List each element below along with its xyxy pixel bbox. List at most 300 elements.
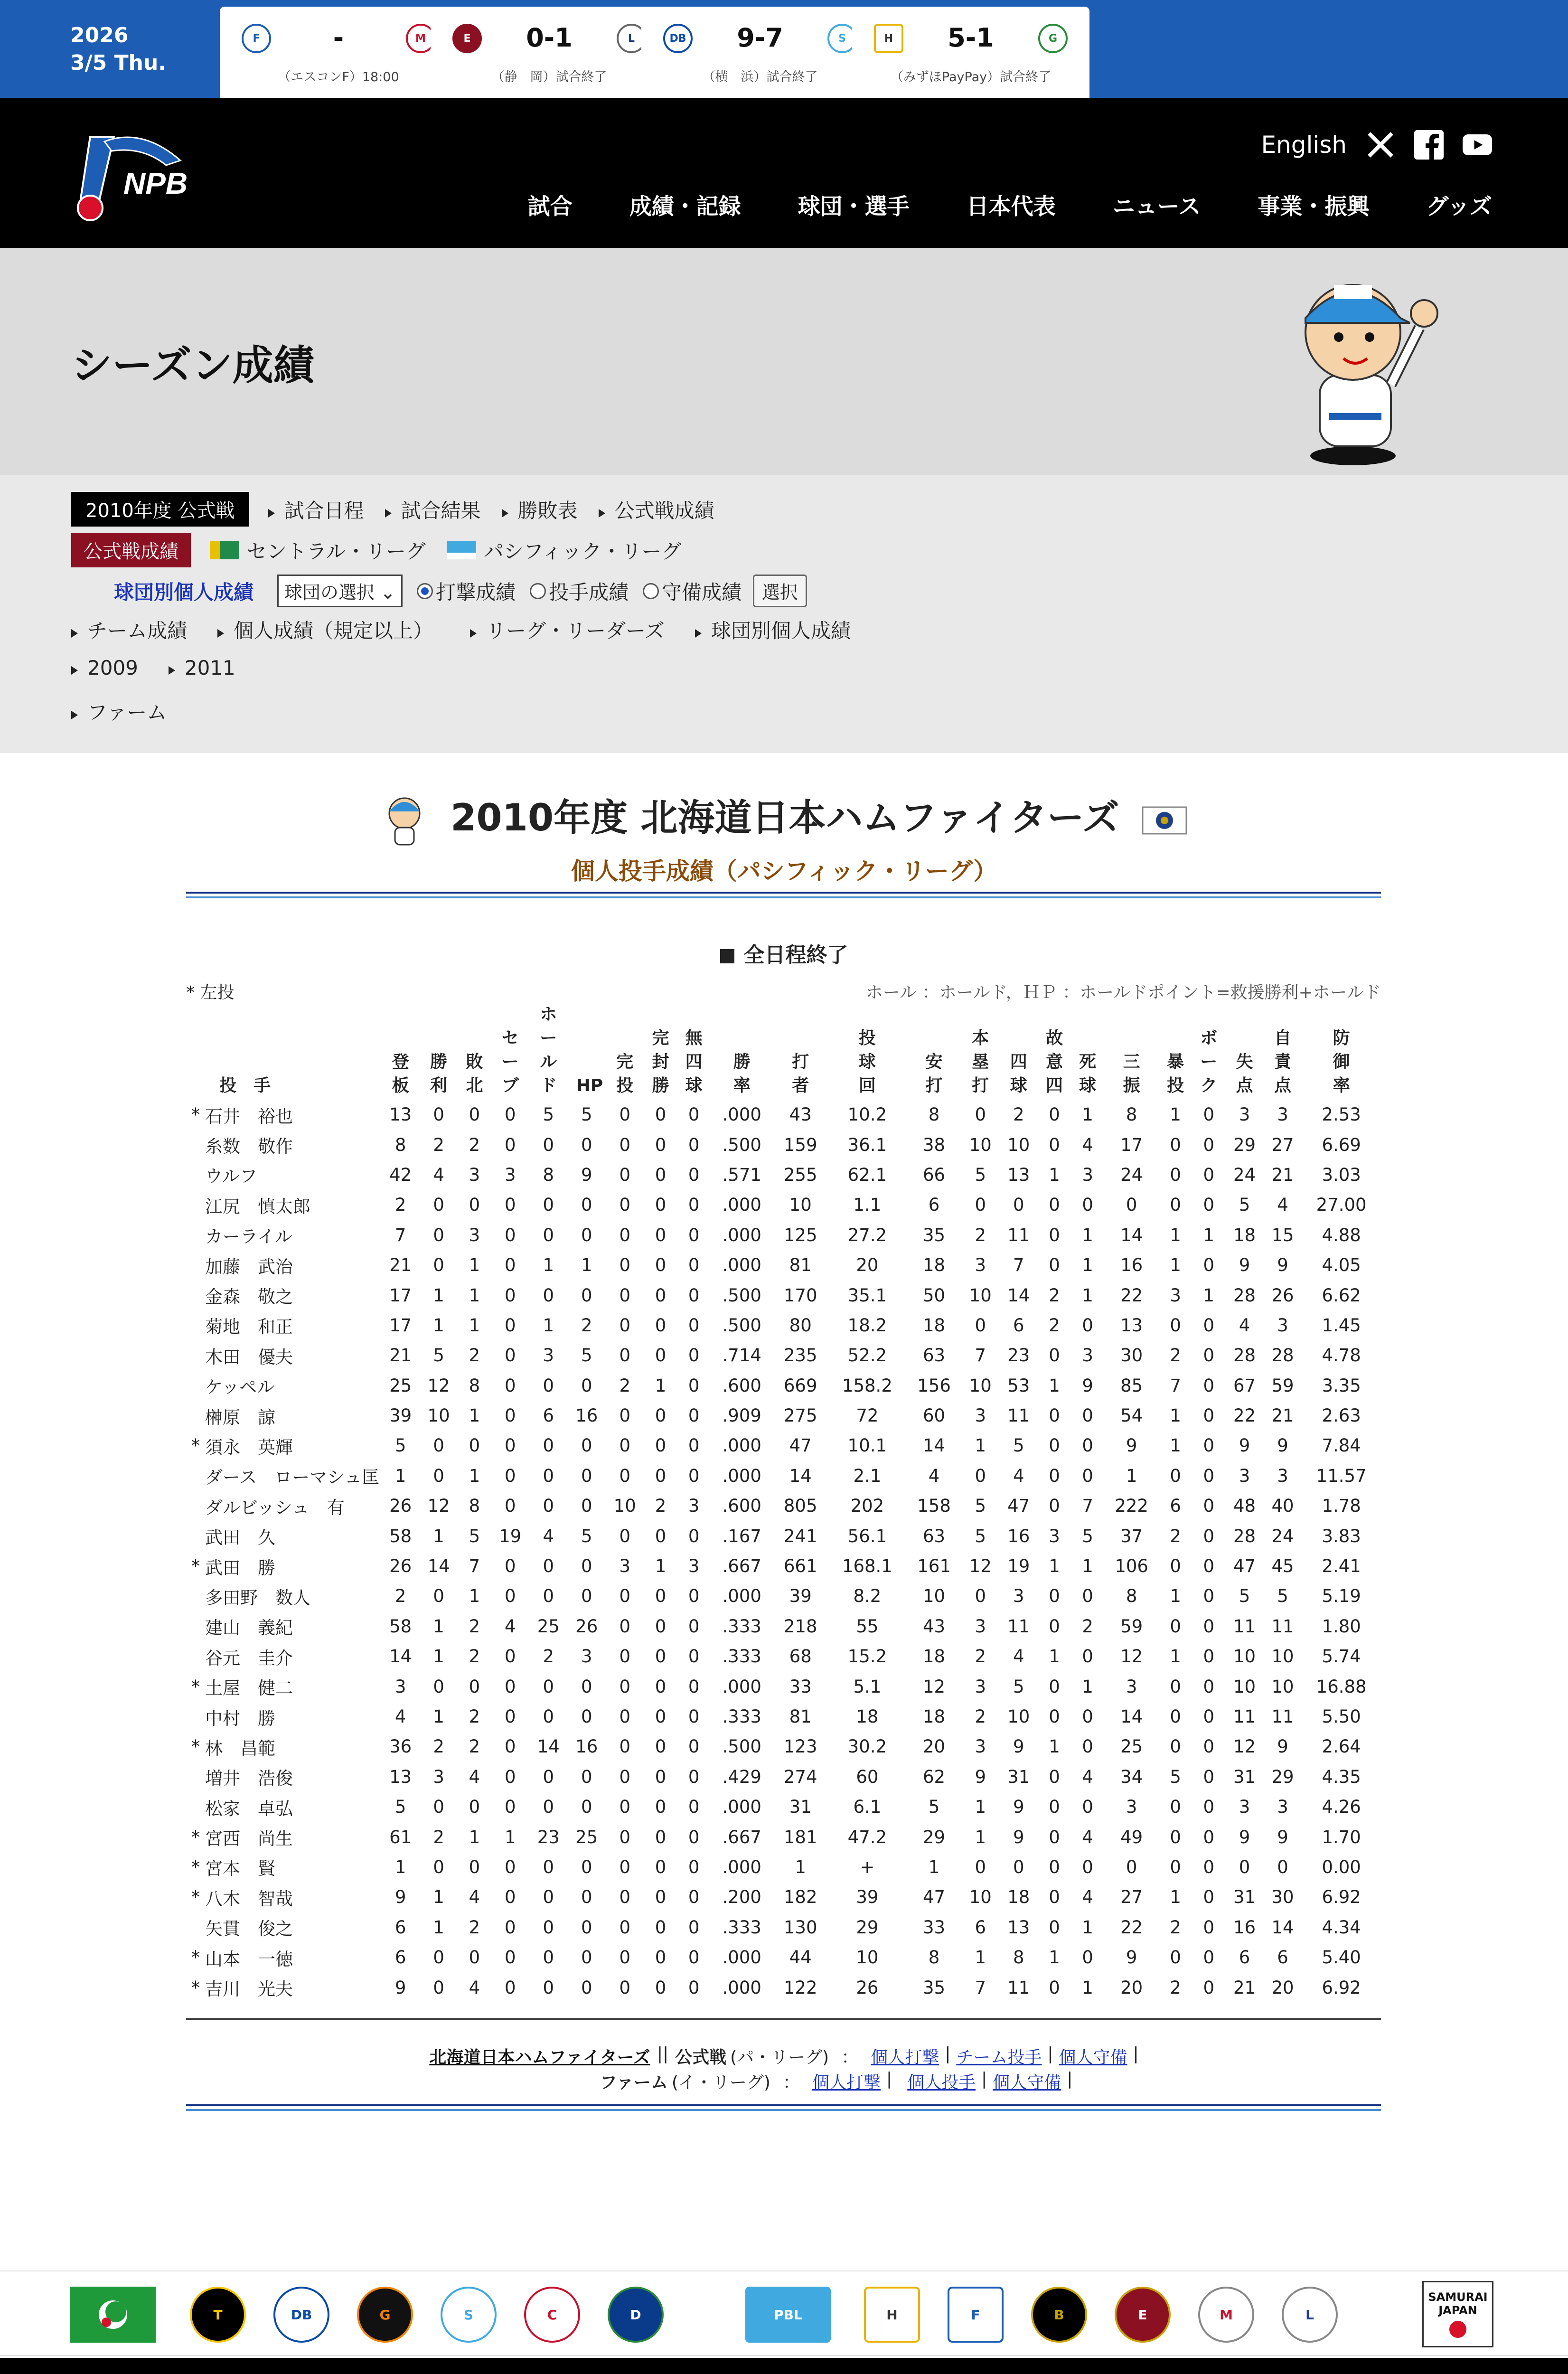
player-name[interactable]: 木田 優夫 bbox=[205, 1347, 293, 1367]
left-hand-mark: * bbox=[191, 1676, 200, 1697]
stat-cell: .333 bbox=[722, 1917, 761, 1938]
stat-cell: 0 bbox=[655, 1134, 667, 1155]
stat-cell: 0 bbox=[688, 1405, 700, 1426]
table-row bbox=[186, 1491, 1381, 1521]
stat-cell: 5 bbox=[394, 1797, 406, 1818]
stat-cell: 0 bbox=[688, 1616, 700, 1637]
stat-cell: 11 bbox=[1007, 1616, 1030, 1637]
stat-cell: 3.35 bbox=[1322, 1375, 1361, 1396]
separator: | bbox=[981, 2069, 987, 2089]
stat-cell: 1 bbox=[433, 1526, 444, 1546]
stat-cell: 0 bbox=[688, 1526, 700, 1546]
stat-cell: 29 bbox=[1233, 1134, 1256, 1155]
stat-cell: 0 bbox=[1082, 1947, 1093, 1968]
stat-cell: 4 bbox=[1239, 1315, 1250, 1336]
nav-games[interactable]: 試合 bbox=[527, 194, 573, 220]
stat-cell: 0 bbox=[1126, 1856, 1137, 1877]
stat-cell: 67 bbox=[1233, 1375, 1256, 1396]
table-row bbox=[186, 1340, 1381, 1370]
stat-cell: 805 bbox=[783, 1496, 817, 1517]
left-hand-mark bbox=[186, 1220, 205, 1250]
stat-cell: 0 bbox=[543, 1856, 554, 1877]
team-logo-icon[interactable]: T bbox=[190, 2287, 246, 2343]
youtube-icon[interactable] bbox=[1463, 130, 1492, 160]
stat-cell: 16 bbox=[575, 1405, 598, 1426]
player-name[interactable]: 矢貫 俊之 bbox=[205, 1919, 293, 1940]
legend-hold: ホール ：ホールド，ＨＰ ：ホールドポイント=救援勝利+ホールド bbox=[865, 983, 1381, 1002]
column-header bbox=[828, 1003, 907, 1100]
stat-cell: 0 bbox=[688, 1195, 700, 1215]
stat-cell: 2 bbox=[469, 1917, 480, 1938]
player-name[interactable]: ケッペル bbox=[205, 1377, 275, 1398]
stat-cell: 9 bbox=[394, 1977, 406, 1998]
stat-cell: .000 bbox=[722, 1856, 761, 1877]
select-button[interactable]: 選択 bbox=[753, 575, 807, 607]
team-logo-icon[interactable]: DB bbox=[273, 2287, 329, 2343]
arrow-icon bbox=[217, 629, 224, 638]
stat-cell: 1 bbox=[433, 1706, 444, 1727]
stat-cell: 0 bbox=[619, 1977, 630, 1998]
stat-cell: 72 bbox=[856, 1405, 879, 1426]
column-header-label: 四球 bbox=[1010, 1052, 1027, 1095]
stat-cell: 0 bbox=[1203, 1104, 1215, 1125]
stat-cell: 50 bbox=[923, 1285, 946, 1306]
player-name[interactable]: 土屋 健二 bbox=[205, 1678, 293, 1699]
link-pacific-league[interactable]: パシフィック・リーグ bbox=[483, 539, 682, 563]
stat-cell: 0 bbox=[543, 1706, 554, 1727]
stat-cell: 0 bbox=[504, 1496, 516, 1517]
stat-cell: 29 bbox=[923, 1827, 946, 1847]
stat-cell: 21 bbox=[1271, 1405, 1294, 1426]
stat-cell: 3 bbox=[1082, 1164, 1093, 1185]
link-official-stats[interactable]: 公式戦成績 bbox=[614, 499, 714, 522]
radio-fielding[interactable] bbox=[643, 583, 659, 599]
stat-cell: .500 bbox=[722, 1315, 761, 1336]
column-header bbox=[491, 1003, 529, 1100]
stat-cell: 0 bbox=[433, 1977, 444, 1998]
stat-cell: 0 bbox=[1049, 1134, 1060, 1155]
left-hand-mark: * bbox=[191, 1827, 200, 1847]
stat-cell: 5.19 bbox=[1322, 1586, 1361, 1607]
stat-cell: 14 bbox=[537, 1736, 560, 1757]
stat-cell: 0 bbox=[581, 1496, 592, 1517]
team-logo-icon[interactable]: C bbox=[524, 2287, 580, 2343]
stat-cell: 43 bbox=[789, 1104, 812, 1125]
stat-cell: 0 bbox=[504, 1797, 516, 1818]
nav-business[interactable]: 事業・振興 bbox=[1258, 194, 1370, 220]
game-card[interactable] bbox=[641, 7, 879, 98]
stat-cell: 0 bbox=[581, 1676, 592, 1697]
stat-cell: .500 bbox=[722, 1134, 761, 1155]
stat-cell: 0 bbox=[619, 1255, 630, 1276]
stat-cell: 9 bbox=[394, 1887, 406, 1908]
player-name[interactable]: 加藤 武治 bbox=[205, 1256, 293, 1277]
facebook-icon[interactable] bbox=[1414, 130, 1444, 160]
link-farm-fielding[interactable]: 個人守備 bbox=[993, 2073, 1061, 2092]
main-nav bbox=[471, 189, 1492, 221]
stat-cell: 26 bbox=[575, 1616, 598, 1637]
stat-cell: 0 bbox=[581, 1465, 592, 1486]
stat-cell: 0 bbox=[1203, 1465, 1215, 1486]
stat-cell: 8 bbox=[928, 1947, 940, 1968]
stat-cell: 21 bbox=[389, 1345, 412, 1366]
stat-cell: 122 bbox=[783, 1977, 817, 1998]
table-row bbox=[186, 1280, 1381, 1310]
stat-cell: 0 bbox=[688, 1164, 700, 1185]
bottom-links-farm bbox=[0, 2069, 1568, 2093]
radio-pitching[interactable] bbox=[530, 583, 546, 599]
player-name[interactable]: 金森 敬之 bbox=[205, 1287, 293, 1308]
stat-cell: 1 bbox=[1049, 1947, 1060, 1968]
stat-cell: 34 bbox=[1120, 1766, 1143, 1787]
stat-cell: 0 bbox=[619, 1405, 630, 1426]
divider bbox=[186, 892, 1381, 898]
stat-cell: 3 bbox=[1013, 1586, 1024, 1607]
nav-goods[interactable]: グッズ bbox=[1426, 194, 1492, 220]
stat-cell: 3 bbox=[975, 1255, 986, 1276]
stat-cell: 26 bbox=[389, 1556, 412, 1577]
link-standings[interactable]: 勝敗表 bbox=[517, 499, 578, 522]
team-logo-icon[interactable]: G bbox=[357, 2287, 413, 2343]
stat-cell: 0 bbox=[1203, 1345, 1215, 1366]
column-header-label: 打者 bbox=[792, 1052, 809, 1095]
link-team[interactable]: 北海道日本ハムファイターズ bbox=[429, 2048, 650, 2067]
player-name[interactable]: ウルフ bbox=[205, 1166, 257, 1187]
date-year: 2026 bbox=[70, 23, 129, 47]
stat-cell: 12 bbox=[1233, 1736, 1256, 1757]
stat-cell: 1 bbox=[1049, 1375, 1060, 1396]
left-hand-mark bbox=[186, 1250, 205, 1280]
stat-cell: 0 bbox=[1203, 1827, 1215, 1847]
player-name[interactable]: カーライル bbox=[205, 1226, 292, 1247]
stat-cell: 0 bbox=[543, 1285, 554, 1306]
column-header bbox=[1159, 1003, 1192, 1100]
link-official-batting[interactable]: 個人打撃 bbox=[871, 2048, 939, 2067]
stat-cell: 31 bbox=[1007, 1766, 1030, 1787]
stat-cell: 13 bbox=[1007, 1164, 1030, 1185]
stat-cell: 0 bbox=[1203, 1676, 1215, 1697]
stat-cell: 0 bbox=[543, 1556, 554, 1577]
stat-cell: 18 bbox=[923, 1646, 946, 1667]
english-link[interactable]: English bbox=[1261, 131, 1347, 159]
stat-cell: 12 bbox=[969, 1556, 992, 1577]
nav-teams[interactable]: 球団・選手 bbox=[798, 194, 910, 220]
pacific-league-logo-icon[interactable]: PBL bbox=[745, 2287, 831, 2343]
stat-cell: 16 bbox=[1007, 1526, 1030, 1546]
link-central-league[interactable]: セントラル・リーグ bbox=[247, 539, 426, 563]
game-score: - bbox=[333, 23, 344, 53]
stat-cell: 3 bbox=[1239, 1104, 1250, 1125]
stat-cell: 0 bbox=[688, 1676, 700, 1697]
stat-cell: 0 bbox=[504, 1225, 516, 1245]
link-league-leaders[interactable]: リーグ・リーダーズ bbox=[486, 619, 665, 642]
stat-cell: 0 bbox=[619, 1856, 630, 1877]
radio-batting[interactable] bbox=[417, 583, 433, 599]
link-official-fielding[interactable]: 個人守備 bbox=[1059, 2048, 1127, 2067]
stats-subnav bbox=[0, 475, 1568, 753]
nav-national-team[interactable]: 日本代表 bbox=[966, 194, 1056, 220]
farm-label: ファーム bbox=[600, 2073, 668, 2092]
stat-cell: 22 bbox=[1120, 1285, 1143, 1306]
stat-cell: 0 bbox=[469, 1104, 480, 1125]
stat-cell: 14 bbox=[1120, 1225, 1143, 1245]
stat-cell: 3 bbox=[1170, 1285, 1181, 1306]
stat-cell: 4.26 bbox=[1322, 1797, 1361, 1818]
link-results[interactable]: 試合結果 bbox=[401, 499, 481, 522]
column-header-label: 登板 bbox=[392, 1052, 409, 1095]
stat-cell: 1 bbox=[469, 1586, 480, 1607]
table-body bbox=[186, 1100, 1381, 2003]
stat-cell: 274 bbox=[783, 1766, 817, 1787]
table-row bbox=[186, 1371, 1381, 1401]
stat-cell: 0 bbox=[655, 1706, 667, 1727]
stat-cell: 3 bbox=[1049, 1526, 1060, 1546]
player-name[interactable]: ダース ローマシュ匡 bbox=[205, 1467, 380, 1488]
stat-cell: 0 bbox=[655, 1465, 667, 1486]
column-header bbox=[381, 1003, 419, 1100]
stat-cell: 0 bbox=[504, 1134, 516, 1155]
player-name[interactable]: 江尻 慎太郎 bbox=[205, 1196, 310, 1217]
stat-cell: 6 bbox=[1013, 1315, 1024, 1336]
team-select[interactable] bbox=[277, 575, 403, 607]
stat-cell: 1 bbox=[1049, 1646, 1060, 1667]
stat-cell: 8 bbox=[469, 1375, 480, 1396]
stat-cell: 9 bbox=[1277, 1435, 1288, 1456]
table-row bbox=[186, 1100, 1381, 1130]
stat-cell: 17 bbox=[1120, 1134, 1143, 1155]
stat-cell: 3 bbox=[688, 1556, 700, 1577]
stat-cell: 7 bbox=[394, 1225, 406, 1245]
stat-cell: 0 bbox=[1082, 1797, 1093, 1818]
stat-cell: 0 bbox=[504, 1195, 516, 1215]
stat-cell: 0 bbox=[1082, 1856, 1093, 1877]
stat-cell: 16 bbox=[1233, 1917, 1256, 1938]
player-name[interactable]: 糸数 敬作 bbox=[205, 1136, 293, 1157]
team-logo-icon[interactable]: L bbox=[1282, 2287, 1338, 2343]
player-name[interactable]: 武田 久 bbox=[205, 1527, 275, 1548]
stat-cell: 0 bbox=[433, 1225, 444, 1245]
bottom-links-official bbox=[0, 2044, 1568, 2068]
stat-cell: 161 bbox=[917, 1556, 951, 1577]
stat-cell: 0 bbox=[469, 1947, 480, 1968]
stat-cell: 0 bbox=[619, 1225, 630, 1245]
stat-cell: .000 bbox=[722, 1676, 761, 1697]
stat-cell: 11 bbox=[1271, 1706, 1294, 1727]
stat-cell: 2 bbox=[469, 1345, 480, 1366]
stat-cell: 0 bbox=[619, 1435, 630, 1456]
link-year-prev[interactable]: 2009 bbox=[87, 656, 138, 679]
player-name[interactable]: 谷元 圭介 bbox=[205, 1648, 293, 1668]
stat-cell: 2 bbox=[655, 1496, 667, 1517]
stat-cell: 68 bbox=[789, 1646, 812, 1667]
stat-cell: 2.63 bbox=[1322, 1405, 1361, 1426]
stat-cell: 20 bbox=[923, 1736, 946, 1757]
stat-cell: 0 bbox=[1203, 1977, 1215, 1998]
stat-cell: 0 bbox=[1049, 1676, 1060, 1697]
player-name[interactable]: 林 昌範 bbox=[205, 1738, 275, 1759]
stat-cell: 1 bbox=[655, 1556, 667, 1577]
stat-cell: 47 bbox=[789, 1435, 812, 1456]
team-logo-icon[interactable]: M bbox=[1198, 2287, 1254, 2343]
stat-cell: 0 bbox=[433, 1255, 444, 1276]
link-team-stats[interactable]: チーム成績 bbox=[87, 619, 188, 642]
stat-cell: 22 bbox=[1120, 1917, 1143, 1938]
player-name[interactable]: 菊地 和正 bbox=[205, 1317, 293, 1338]
link-farm-batting[interactable]: 個人打撃 bbox=[812, 2073, 881, 2092]
link-schedule[interactable]: 試合日程 bbox=[284, 499, 364, 522]
link-year-next[interactable]: 2011 bbox=[184, 656, 235, 679]
player-name[interactable]: 八木 智哉 bbox=[205, 1888, 293, 1909]
nav-news[interactable]: ニュース bbox=[1112, 194, 1201, 220]
stat-cell: 170 bbox=[783, 1285, 817, 1306]
stat-cell: 13 bbox=[1120, 1315, 1143, 1336]
stat-cell: 5 bbox=[1277, 1586, 1288, 1607]
team-logo-icon[interactable]: B bbox=[1031, 2287, 1087, 2343]
stat-cell: 18 bbox=[923, 1706, 946, 1727]
link-individual-stats[interactable]: 個人成績（規定以上） bbox=[234, 619, 433, 642]
player-name[interactable]: 吉川 光夫 bbox=[205, 1979, 293, 2000]
league-row bbox=[71, 533, 681, 567]
stat-cell: 11 bbox=[1007, 1405, 1030, 1426]
stat-cell: 47 bbox=[1007, 1496, 1030, 1517]
central-league-logo-icon[interactable] bbox=[70, 2287, 156, 2343]
stat-cell: 1 bbox=[1082, 1676, 1093, 1697]
central-league-icon bbox=[210, 541, 239, 559]
stat-cell: 0 bbox=[1203, 1856, 1215, 1877]
stat-cell: 0 bbox=[1203, 1586, 1215, 1607]
team-logo-icon[interactable]: E bbox=[1115, 2287, 1171, 2343]
team-logo-icon[interactable]: F bbox=[948, 2287, 1004, 2343]
stat-cell: 0 bbox=[655, 1887, 667, 1908]
player-name[interactable]: 松家 卓弘 bbox=[205, 1798, 293, 1819]
stat-cell: 1 bbox=[1049, 1164, 1060, 1185]
stat-cell: 0 bbox=[1049, 1797, 1060, 1818]
stat-cell: 2 bbox=[581, 1315, 592, 1336]
stat-cell: 0 bbox=[543, 1496, 554, 1517]
column-header bbox=[1302, 1003, 1381, 1100]
stat-cell: 3 bbox=[1239, 1797, 1250, 1818]
stat-cell: 9 bbox=[1239, 1255, 1250, 1276]
table-row bbox=[186, 1912, 1381, 1942]
link-farm[interactable]: ファーム bbox=[87, 701, 167, 724]
stat-cell: 0 bbox=[1082, 1405, 1093, 1426]
player-name[interactable]: 増井 浩俊 bbox=[205, 1768, 293, 1789]
stat-cell: 255 bbox=[783, 1164, 817, 1185]
player-name[interactable]: 宮西 尚生 bbox=[205, 1828, 293, 1849]
left-hand-mark bbox=[186, 1160, 205, 1190]
nav-stats[interactable]: 成績・記録 bbox=[629, 194, 741, 220]
player-name[interactable]: 建山 義紀 bbox=[205, 1618, 293, 1639]
table-row bbox=[186, 1220, 1381, 1250]
stat-cell: 15.2 bbox=[847, 1646, 887, 1667]
player-name[interactable]: 石井 裕也 bbox=[205, 1106, 293, 1127]
stat-cell: .333 bbox=[722, 1616, 761, 1637]
stat-cell: 54 bbox=[1120, 1405, 1143, 1426]
stat-cell: 3 bbox=[581, 1646, 592, 1667]
column-header bbox=[999, 1003, 1037, 1100]
left-hand-mark bbox=[186, 1130, 205, 1159]
player-name[interactable]: 中村 勝 bbox=[205, 1708, 275, 1729]
stat-cell: 1 bbox=[795, 1856, 806, 1877]
stat-cell: 0 bbox=[504, 1646, 516, 1667]
link-official-team-pitching[interactable]: チーム投手 bbox=[956, 2048, 1042, 2067]
stat-cell: 21 bbox=[389, 1255, 412, 1276]
x-icon[interactable] bbox=[1366, 130, 1395, 160]
stat-cell: 6 bbox=[975, 1917, 986, 1938]
player-name[interactable]: 山本 一徳 bbox=[205, 1949, 293, 1969]
arrow-icon bbox=[470, 629, 477, 638]
stat-cell: .600 bbox=[722, 1375, 761, 1396]
stat-cell: 0 bbox=[433, 1676, 444, 1697]
stat-cell: 1 bbox=[1082, 1556, 1093, 1577]
team-logo-icon[interactable]: D bbox=[608, 2287, 664, 2343]
player-name[interactable]: 榊原 諒 bbox=[205, 1407, 275, 1428]
stat-cell: .909 bbox=[722, 1405, 761, 1426]
stat-cell: 0 bbox=[543, 1134, 554, 1155]
player-name[interactable]: ダルビッシュ 有 bbox=[205, 1497, 345, 1518]
separator: | bbox=[1133, 2044, 1139, 2063]
left-hand-mark bbox=[186, 1762, 205, 1792]
stat-cell: 1 bbox=[975, 1827, 986, 1847]
stat-cell: 0 bbox=[1203, 1917, 1215, 1938]
stat-cell: 0 bbox=[1203, 1706, 1215, 1727]
stat-cell: 22 bbox=[1233, 1405, 1256, 1426]
team-logo-icon[interactable]: S bbox=[441, 2287, 497, 2343]
link-team-individual[interactable]: 球団別個人成績 bbox=[711, 619, 851, 642]
game-card[interactable] bbox=[852, 7, 1089, 98]
player-name[interactable]: 宮本 賢 bbox=[205, 1858, 275, 1879]
game-card[interactable] bbox=[220, 7, 457, 98]
stat-cell: 1.45 bbox=[1322, 1315, 1361, 1336]
left-hand-mark bbox=[186, 1461, 205, 1491]
game-card[interactable] bbox=[431, 7, 668, 98]
stat-cell: 0 bbox=[688, 1887, 700, 1908]
stat-cell: 1 bbox=[975, 1435, 986, 1456]
stat-cell: 43 bbox=[923, 1616, 946, 1637]
team-logo-icon[interactable]: H bbox=[864, 2287, 920, 2343]
samurai-japan-logo-icon[interactable] bbox=[1422, 2281, 1493, 2347]
player-name[interactable]: 武田 勝 bbox=[205, 1557, 275, 1578]
player-name[interactable]: 須永 英輝 bbox=[205, 1437, 293, 1458]
game-status: （横 浜）試合終了 bbox=[702, 70, 818, 85]
npb-logo-icon[interactable] bbox=[71, 122, 195, 227]
stat-cell: 10 bbox=[1233, 1676, 1256, 1697]
stat-cell: 0 bbox=[543, 1195, 554, 1215]
stat-cell: 0 bbox=[581, 1195, 592, 1215]
link-farm-pitching[interactable]: 個人投手 bbox=[907, 2073, 976, 2092]
stat-cell: 9 bbox=[1013, 1797, 1024, 1818]
stat-cell: 39 bbox=[856, 1887, 879, 1908]
stat-cell: 6.92 bbox=[1322, 1977, 1361, 1998]
stat-cell: 14 bbox=[1007, 1285, 1030, 1306]
stat-cell: 1 bbox=[433, 1646, 444, 1667]
team-logo-icon: F bbox=[242, 24, 271, 53]
stat-cell: 0 bbox=[1203, 1736, 1215, 1757]
stat-cell: 16 bbox=[1120, 1255, 1143, 1276]
game-score: 9-7 bbox=[737, 23, 783, 53]
player-name[interactable]: 多田野 数人 bbox=[205, 1587, 310, 1608]
stat-cell: 0 bbox=[1049, 1345, 1060, 1366]
stat-cell: 0 bbox=[469, 1797, 480, 1818]
stat-cell: 6 bbox=[543, 1405, 554, 1426]
stat-cell: 10 bbox=[427, 1405, 450, 1426]
stat-cell: 1 bbox=[469, 1285, 480, 1306]
stat-cell: 19 bbox=[499, 1526, 522, 1546]
column-header bbox=[1038, 1003, 1071, 1100]
stat-cell: 0 bbox=[543, 1977, 554, 1998]
stat-cell: 4 bbox=[394, 1706, 406, 1727]
stat-cell: 6.1 bbox=[853, 1797, 882, 1818]
